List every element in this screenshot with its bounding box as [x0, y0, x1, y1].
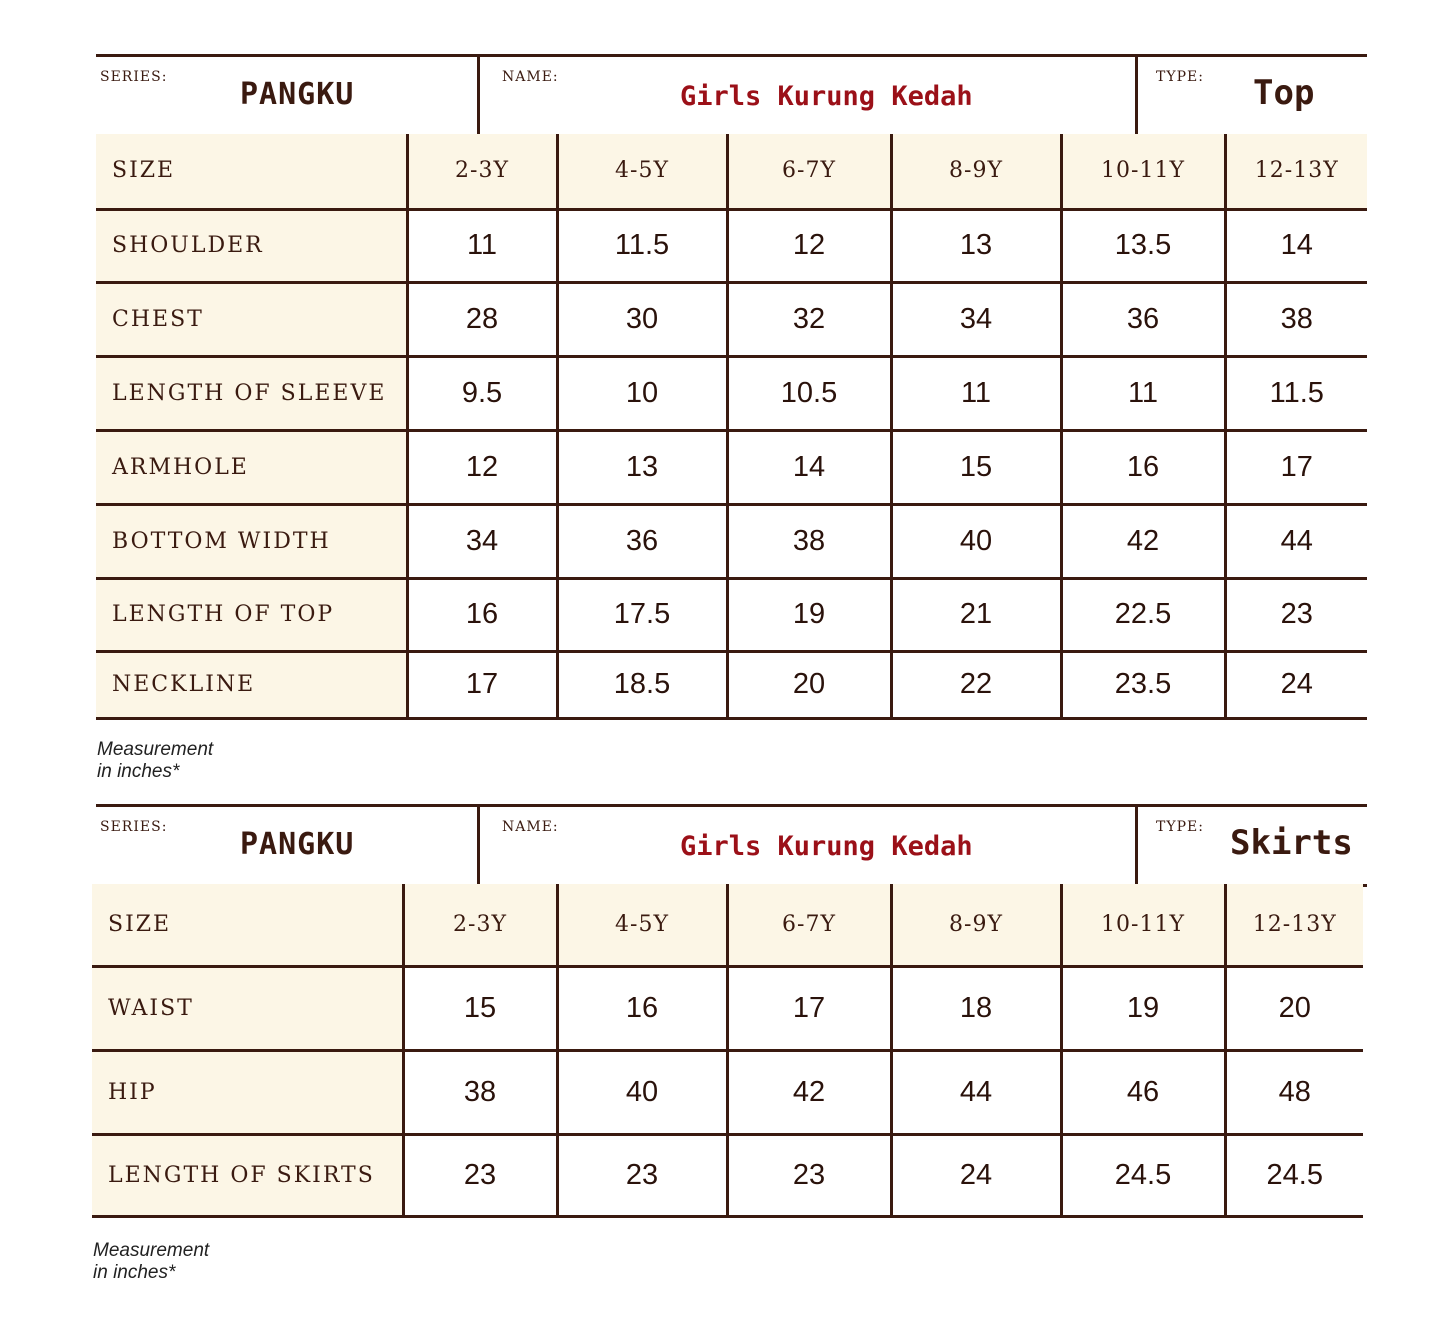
- cell-value: 10: [557, 356, 727, 430]
- cell-value: 40: [557, 1050, 727, 1134]
- cell-value: 34: [407, 504, 557, 578]
- size-column-header: 6-7Y: [727, 134, 891, 209]
- cell-value: 13.5: [1061, 209, 1225, 282]
- table-row: [96, 282, 1367, 356]
- cell-value: 32: [727, 282, 891, 356]
- row-label: LENGTH OF SLEEVE: [96, 356, 407, 430]
- cell-value: 11: [407, 209, 557, 282]
- size-column-header: 12-13Y: [1225, 884, 1363, 966]
- type-value: Skirts: [1230, 823, 1353, 863]
- type-cell: [1138, 807, 1367, 884]
- cell-value: 17: [1225, 430, 1367, 504]
- cell-value: 23: [403, 1134, 557, 1216]
- cell-value: 17: [727, 966, 891, 1050]
- cell-value: 36: [1061, 282, 1225, 356]
- cell-value: 42: [1061, 504, 1225, 578]
- cell-value: 10.5: [727, 356, 891, 430]
- cell-value: 17: [407, 651, 557, 718]
- measurement-note: Measurement in inches*: [97, 739, 214, 782]
- size-header-row: [96, 134, 1367, 209]
- cell-value: 14: [727, 430, 891, 504]
- type-cell: [1138, 57, 1367, 134]
- size-column-header: 10-11Y: [1061, 134, 1225, 209]
- row-label: BOTTOM WIDTH: [96, 504, 407, 578]
- cell-value: 15: [891, 430, 1061, 504]
- cell-value: 18: [891, 966, 1061, 1050]
- cell-value: 46: [1061, 1050, 1225, 1134]
- cell-value: 20: [727, 651, 891, 718]
- cell-value: 38: [1225, 282, 1367, 356]
- size-header-label: SIZE: [96, 134, 407, 209]
- name-cell: [480, 57, 1136, 134]
- product-name: Girls Kurung Kedah: [680, 831, 973, 862]
- size-header-row: [92, 884, 1363, 966]
- cell-value: 34: [891, 282, 1061, 356]
- series-cell: [96, 57, 477, 134]
- series-label: SERIES:: [100, 819, 168, 835]
- row-label: CHEST: [96, 282, 407, 356]
- row-label: LENGTH OF SKIRTS: [92, 1134, 403, 1216]
- cell-value: 36: [557, 504, 727, 578]
- table-row: [92, 1050, 1363, 1134]
- cell-value: 19: [1061, 966, 1225, 1050]
- size-column-header: 12-13Y: [1225, 134, 1367, 209]
- cell-value: 44: [891, 1050, 1061, 1134]
- series-label: SERIES:: [100, 69, 168, 85]
- table-row: [92, 1134, 1363, 1216]
- cell-value: 42: [727, 1050, 891, 1134]
- name-label: NAME:: [502, 69, 559, 85]
- table-row: [92, 966, 1363, 1050]
- table-row: [96, 356, 1367, 430]
- table-row: [96, 504, 1367, 578]
- name-cell: [480, 807, 1136, 884]
- cell-value: 44: [1225, 504, 1367, 578]
- row-label: LENGTH OF TOP: [96, 578, 407, 651]
- cell-value: 30: [557, 282, 727, 356]
- measurement-note: Measurement in inches*: [93, 1240, 210, 1283]
- cell-value: 23: [727, 1134, 891, 1216]
- cell-value: 22: [891, 651, 1061, 718]
- table-row: [96, 209, 1367, 282]
- series-value: PANGKU: [240, 827, 355, 862]
- table-row: [96, 578, 1367, 651]
- cell-value: 24: [1225, 651, 1367, 718]
- size-column-header: 6-7Y: [727, 884, 891, 966]
- cell-value: 15: [403, 966, 557, 1050]
- type-value: Top: [1253, 73, 1315, 113]
- size-column-header: 8-9Y: [891, 134, 1061, 209]
- row-label: HIP: [92, 1050, 403, 1134]
- type-label: TYPE:: [1156, 69, 1204, 85]
- row-label: ARMHOLE: [96, 430, 407, 504]
- cell-value: 13: [891, 209, 1061, 282]
- size-column-header: 4-5Y: [557, 134, 727, 209]
- size-column-header: 8-9Y: [891, 884, 1061, 966]
- cell-value: 23.5: [1061, 651, 1225, 718]
- size-table: [92, 884, 1363, 1218]
- cell-value: 48: [1225, 1050, 1363, 1134]
- type-label: TYPE:: [1156, 819, 1204, 835]
- chart-header: [96, 54, 1367, 137]
- row-label: WAIST: [92, 966, 403, 1050]
- cell-value: 40: [891, 504, 1061, 578]
- cell-value: 12: [727, 209, 891, 282]
- row-label: NECKLINE: [96, 651, 407, 718]
- cell-value: 24.5: [1061, 1134, 1225, 1216]
- size-header-label: SIZE: [92, 884, 403, 966]
- cell-value: 12: [407, 430, 557, 504]
- cell-value: 17.5: [557, 578, 727, 651]
- cell-value: 11: [891, 356, 1061, 430]
- cell-value: 16: [557, 966, 727, 1050]
- size-column-header: 4-5Y: [557, 884, 727, 966]
- chart-header: [96, 804, 1367, 887]
- table-row: [96, 430, 1367, 504]
- cell-value: 24.5: [1225, 1134, 1363, 1216]
- cell-value: 11: [1061, 356, 1225, 430]
- cell-value: 24: [891, 1134, 1061, 1216]
- cell-value: 14: [1225, 209, 1367, 282]
- size-column-header: 2-3Y: [403, 884, 557, 966]
- product-name: Girls Kurung Kedah: [680, 81, 973, 112]
- series-cell: [96, 807, 477, 884]
- table-row: [96, 651, 1367, 718]
- cell-value: 38: [727, 504, 891, 578]
- cell-value: 16: [407, 578, 557, 651]
- series-value: PANGKU: [240, 77, 355, 112]
- cell-value: 28: [407, 282, 557, 356]
- row-label: SHOULDER: [96, 209, 407, 282]
- cell-value: 21: [891, 578, 1061, 651]
- size-column-header: 2-3Y: [407, 134, 557, 209]
- cell-value: 9.5: [407, 356, 557, 430]
- cell-value: 19: [727, 578, 891, 651]
- size-table: [96, 134, 1367, 720]
- cell-value: 38: [403, 1050, 557, 1134]
- cell-value: 22.5: [1061, 578, 1225, 651]
- name-label: NAME:: [502, 819, 559, 835]
- cell-value: 20: [1225, 966, 1363, 1050]
- cell-value: 13: [557, 430, 727, 504]
- cell-value: 11.5: [1225, 356, 1367, 430]
- cell-value: 23: [557, 1134, 727, 1216]
- size-column-header: 10-11Y: [1061, 884, 1225, 966]
- cell-value: 16: [1061, 430, 1225, 504]
- cell-value: 11.5: [557, 209, 727, 282]
- cell-value: 18.5: [557, 651, 727, 718]
- cell-value: 23: [1225, 578, 1367, 651]
